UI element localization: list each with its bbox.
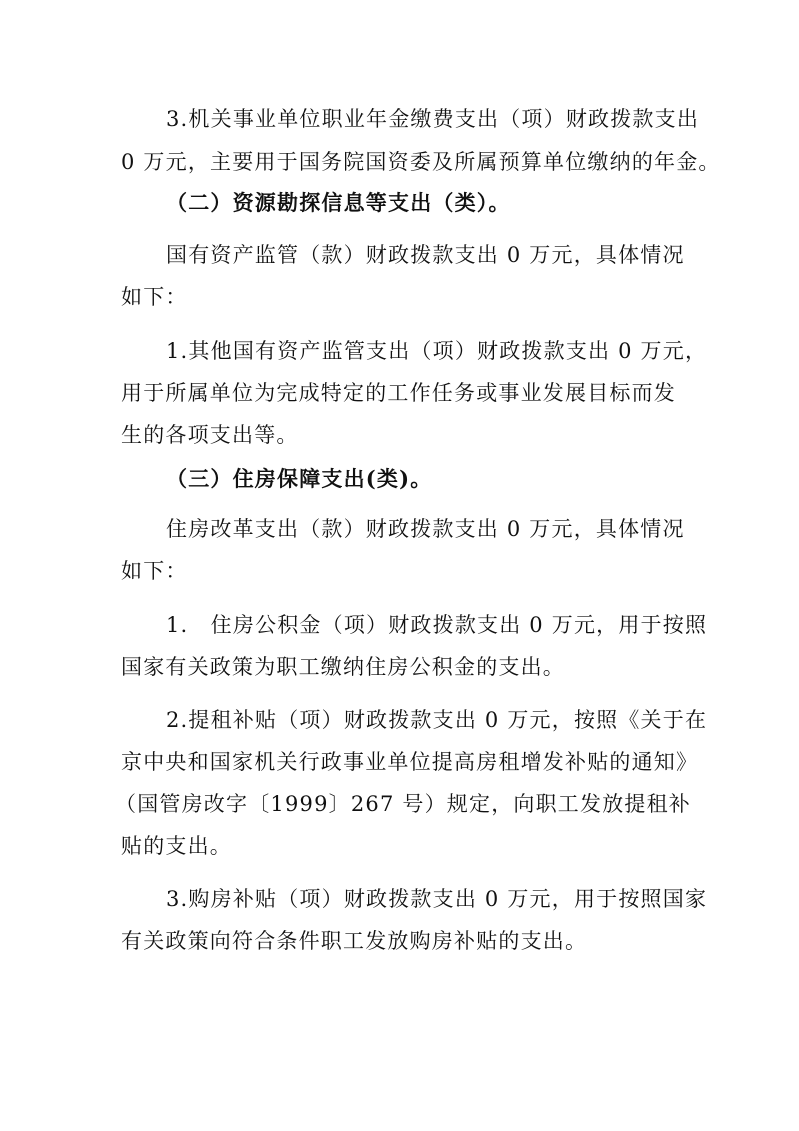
section-heading-3: （三）住房保障支出(类)。 [166, 466, 433, 491]
text-line-5: 如下： [121, 285, 188, 309]
text-line-12: 1. 住房公积金（项）财政拨款支出 0 万元，用于按照 [166, 613, 708, 637]
text-line-17: 贴的支出。 [121, 834, 232, 858]
text-line-10: 住房改革支出（款）财政拨款支出 0 万元，具体情况 [166, 517, 685, 541]
text-line-18: 3.购房补贴（项）财政拨款支出 0 万元，用于按照国家 [166, 887, 708, 911]
text-line-2: 0 万元，主要用于国务院国资委及所属预算单位缴纳的年金。 [121, 150, 721, 174]
text-line-19: 有关政策向符合条件职工发放购房补贴的支出。 [121, 929, 588, 953]
text-line-15: 京中央和国家机关行政事业单位提高房租增发补贴的通知》 [121, 750, 699, 774]
text-line-6: 1.其他国有资产监管支出（项）财政拨款支出 0 万元， [166, 339, 708, 363]
text-line-1: 3.机关事业单位职业年金缴费支出（项）财政拨款支出 [166, 107, 700, 131]
text-line-8: 生的各项支出等。 [121, 423, 299, 447]
text-line-16: （国管房改字〔1999〕267 号）规定，向职工发放提租补 [115, 792, 691, 816]
text-line-13: 国家有关政策为职工缴纳住房公积金的支出。 [121, 655, 565, 679]
section-heading-2: （二）资源勘探信息等支出（类）。 [166, 190, 511, 215]
text-line-11: 如下： [121, 559, 188, 583]
text-line-7: 用于所属单位为完成特定的工作任务或事业发展目标而发 [121, 381, 676, 405]
text-line-14: 2.提租补贴（项）财政拨款支出 0 万元，按照《关于在 [166, 708, 708, 732]
text-line-4: 国有资产监管（款）财政拨款支出 0 万元，具体情况 [166, 243, 685, 267]
